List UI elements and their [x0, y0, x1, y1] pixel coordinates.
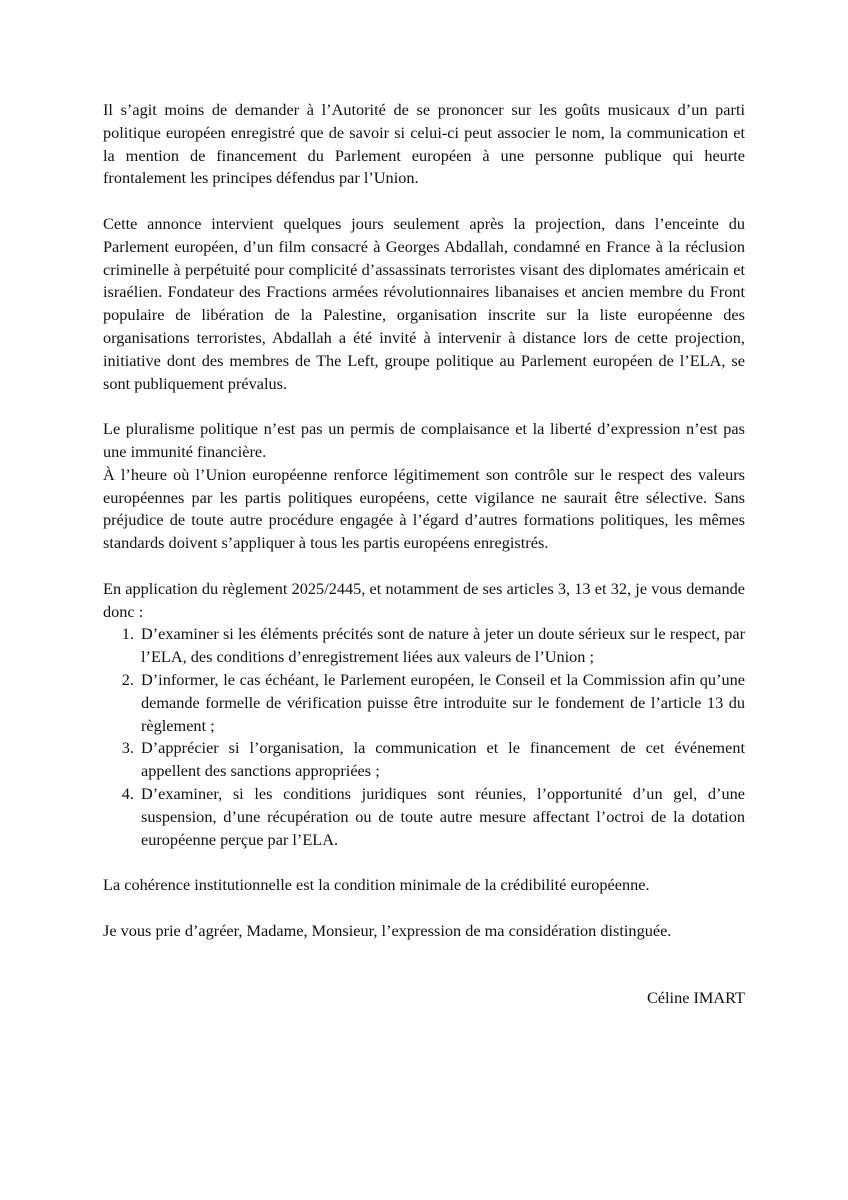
paragraph-request-intro: En application du règlement 2025/2445, et notamment de ses articles 3, 13 et 32, je vous demande donc :	[103, 578, 745, 621]
paragraph-pluralism: Le pluralisme politique n’est pas un permis de complaisance et la liberté d’expression n’est pas une immunité financière.	[103, 419, 745, 461]
request-list	[103, 623, 745, 851]
request-item-3: 3. D’apprécier si l’organisation, la communication et le financement de cet événement appellent des sanctions appropriées ;	[138, 737, 745, 783]
closing-formula: Je vous prie d’agréer, Madame, Monsieur, l’expression de ma considération distinguée.	[103, 920, 672, 940]
request-item-1: 1. D’examiner si les éléments précités sont de nature à jeter un doute sérieux sur le respect, par l’ELA, des conditions d’enregistrement liées aux valeurs de l’Union ;	[138, 623, 745, 669]
paragraph-vigilance: À l’heure où l’Union européenne renforce légitimement son contrôle sur le respect des valeurs européennes par les partis politiques européens, cette vigilance ne saurait être sélective. Sans préjudice de toute autre procédure engagée à l’égard d’autres formations politiques, les mêmes standards doivent s’appliquer à tous les partis européens enregistrés.	[103, 464, 745, 553]
request-item-2: 2. D’informer, le cas échéant, le Parlement européen, le Conseil et la Commission afin qu’une demande formelle de vérification puisse être introduite sur le fondement de l’article 13 du règlement ;	[138, 669, 745, 737]
paragraph-intro: Il s’agit moins de demander à l’Autorité de se prononcer sur les goûts musicaux d’un parti politique européen enregistré que de savoir si celui-ci peut associer le nom, la communication et la mention de financement du Parlement européen à une personne publique qui heurte frontalement les principes défendus par l’Union.	[103, 100, 745, 188]
request-item-4: 4. D’examiner, si les conditions juridiques sont réunies, l’opportunité d’un gel, d’une suspension, d’une récupération ou de toute autre mesure affectant l’octroi de la dotation européenne perçue par l’ELA.	[138, 783, 745, 851]
paragraph-coherence: La cohérence institutionnelle est la condition minimale de la crédibilité européenne.	[103, 875, 650, 895]
letter-page	[103, 99, 745, 1010]
paragraph-context: Cette annonce intervient quelques jours seulement après la projection, dans l’enceinte du Parlement européen, d’un film consacré à Georges Abdallah, condamné en France à la réclusion criminelle à perpétuité pour complicité d’assassinats terroristes visant des diplomates américain et israélien. Fondateur des Fractions armées révolutionnaires libanaises et ancien membre du Front populaire de libération de la Palestine, organisation inscrite sur la liste européenne des organisations terroristes, Abdallah a été invité à intervenir à distance lors de cette projection, initiative dont des membres de The Left, groupe politique au Parlement européen de l’ELA, se sont publiquement prévalus.	[103, 213, 745, 393]
signature: Céline IMART	[646, 988, 745, 1008]
